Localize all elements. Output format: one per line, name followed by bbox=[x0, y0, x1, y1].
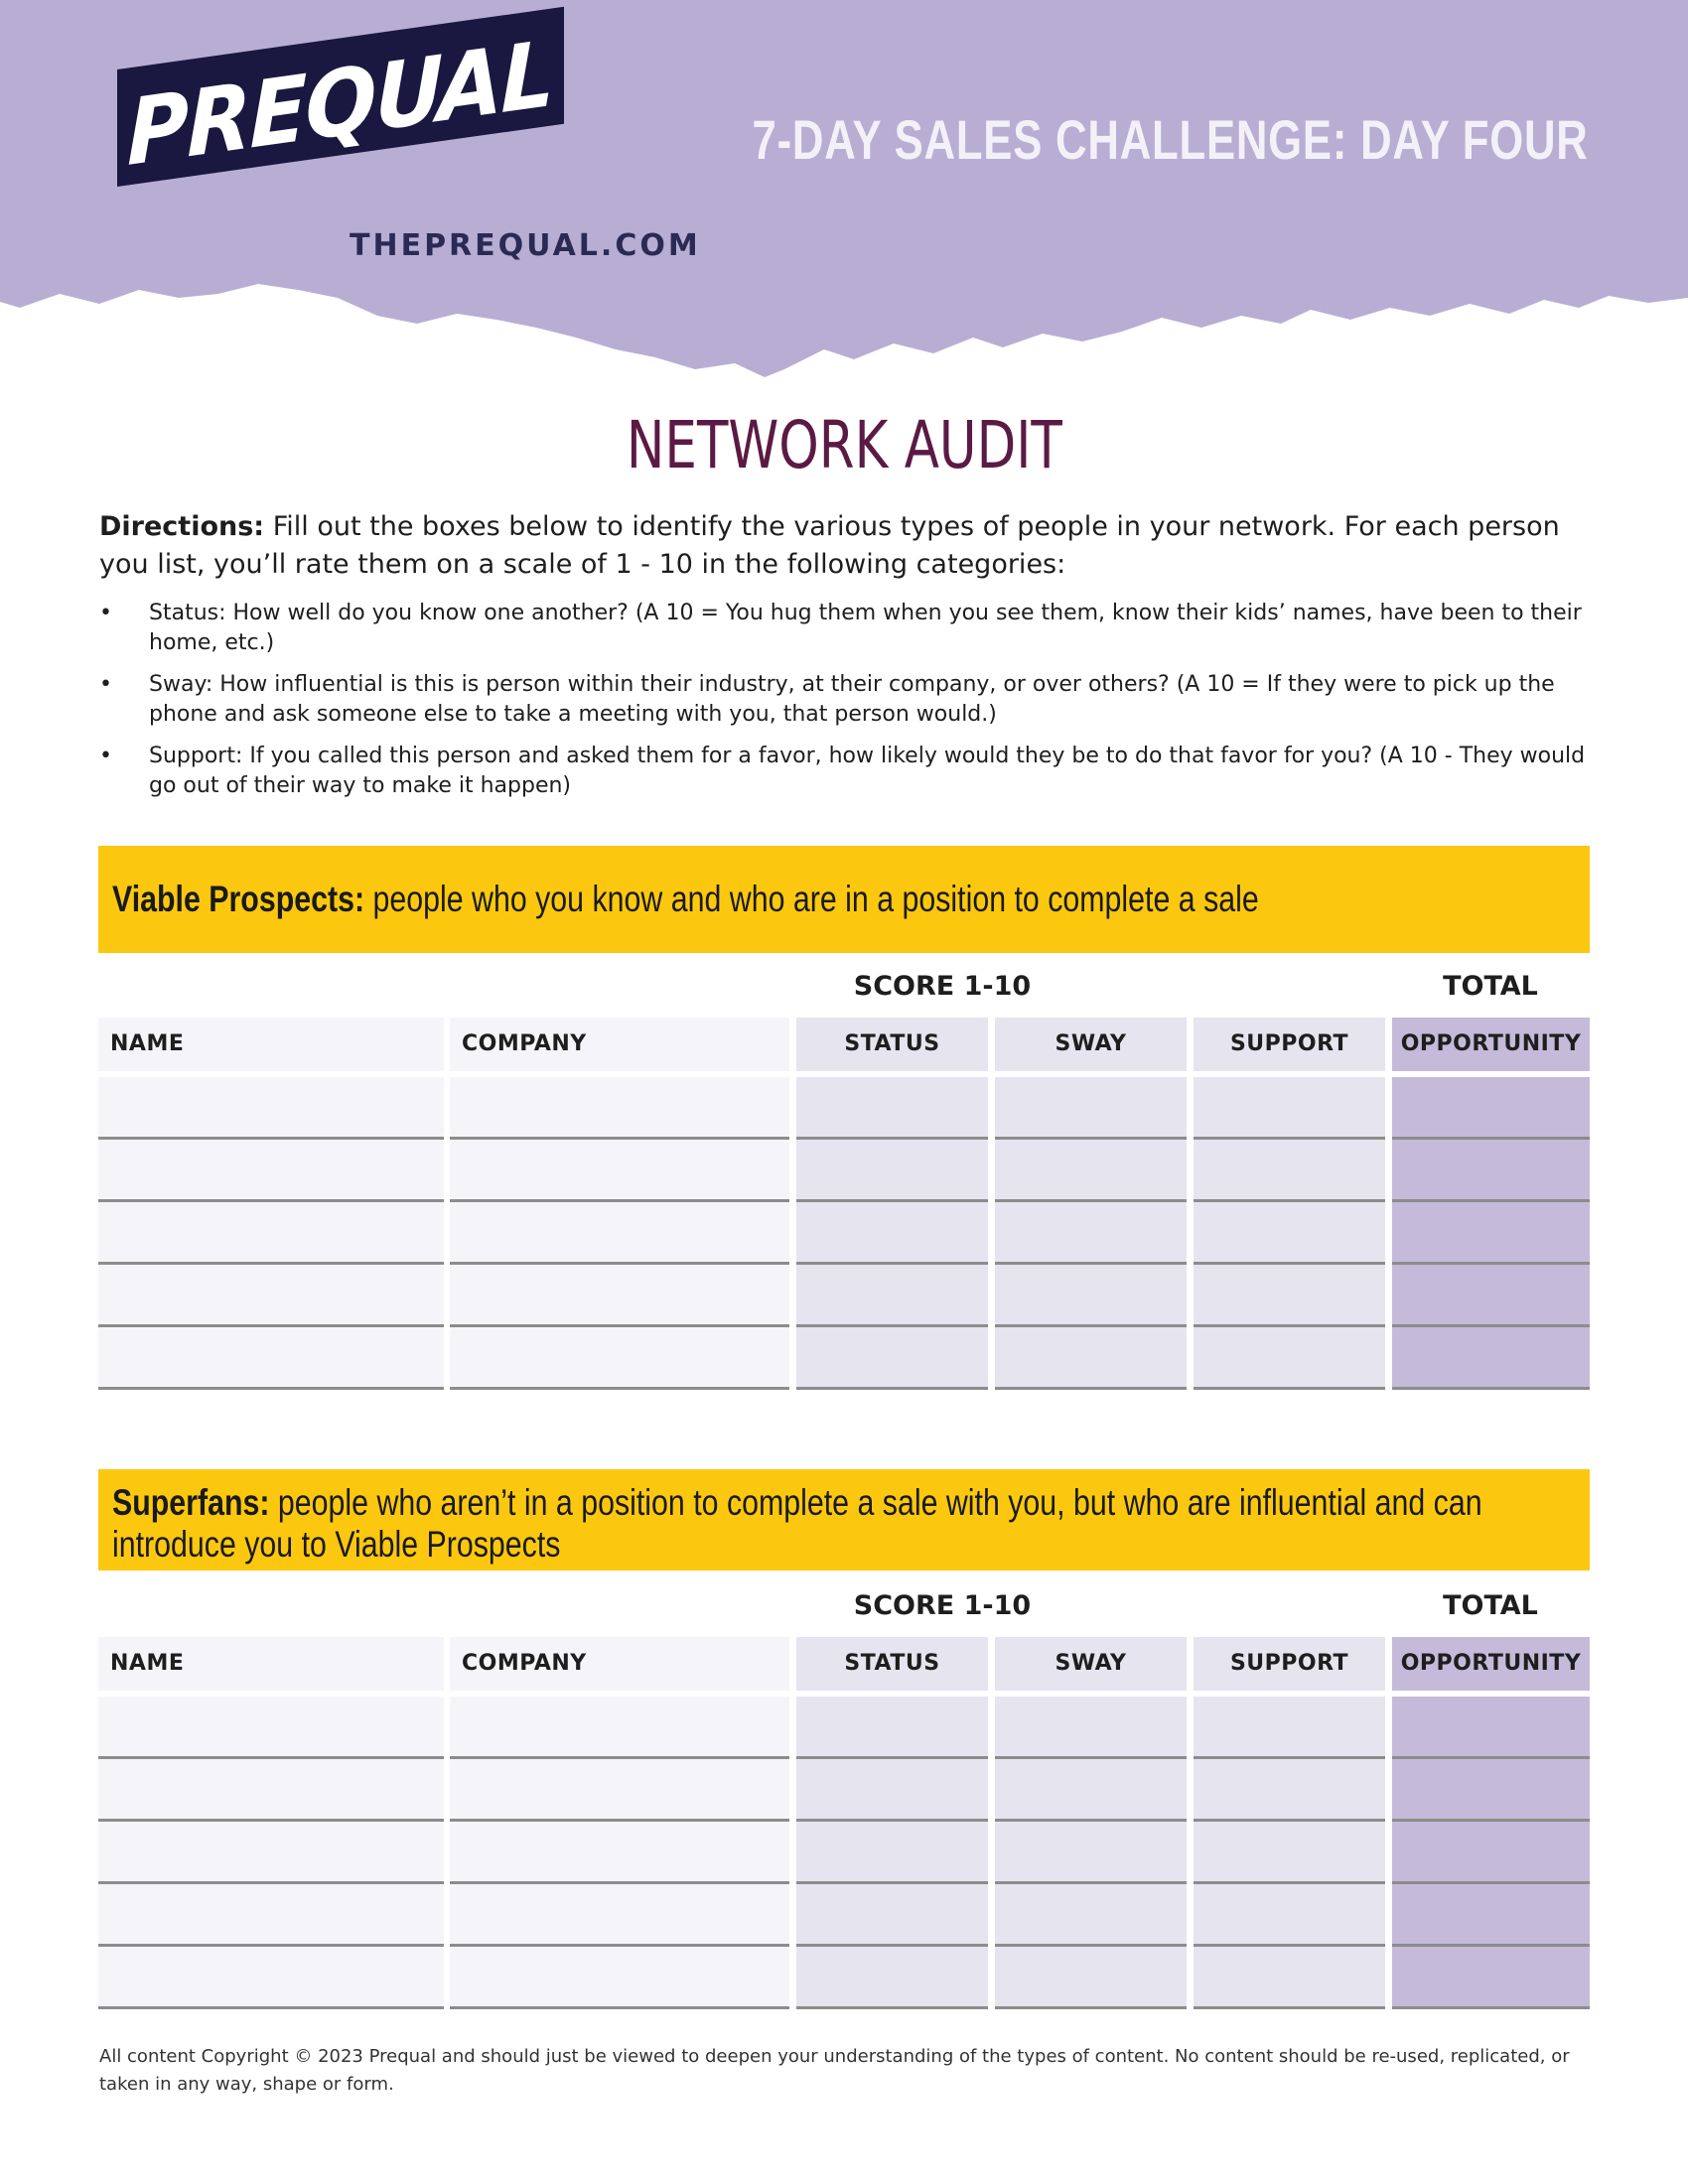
company-cell[interactable] bbox=[450, 1202, 789, 1265]
status-cell[interactable] bbox=[796, 1759, 988, 1822]
name-cell[interactable] bbox=[98, 1202, 444, 1265]
bullet-status: • Status: How well do you know one another? (A 10 = You hug them when you see them, know their kids’ names, have been to their home, etc.) bbox=[99, 599, 1589, 658]
col-header-sway: SWAY bbox=[995, 1637, 1187, 1691]
superfans-table bbox=[98, 1582, 1590, 2019]
page-title-text: NETWORK AUDIT bbox=[626, 407, 1062, 483]
viable-prospects-table bbox=[98, 963, 1590, 1400]
viable-prospects-banner bbox=[98, 846, 1590, 953]
directions-lead: Directions: bbox=[99, 511, 265, 542]
name-cell[interactable] bbox=[98, 1947, 444, 2009]
opportunity-cell[interactable] bbox=[1392, 1327, 1590, 1390]
support-cell[interactable] bbox=[1194, 1822, 1385, 1884]
name-cell[interactable] bbox=[98, 1077, 444, 1140]
superfans-banner bbox=[98, 1469, 1590, 1570]
opportunity-cell[interactable] bbox=[1392, 1697, 1590, 1759]
total-label: TOTAL bbox=[1443, 971, 1538, 1002]
sway-cell[interactable] bbox=[995, 1077, 1187, 1140]
status-cell[interactable] bbox=[796, 1822, 988, 1884]
support-cell[interactable] bbox=[1194, 1265, 1385, 1327]
name-cell[interactable] bbox=[98, 1265, 444, 1327]
score-label: SCORE 1-10 bbox=[853, 1590, 1032, 1621]
sway-cell[interactable] bbox=[995, 1822, 1187, 1884]
col-header-name: NAME bbox=[98, 1018, 444, 1071]
total-label: TOTAL bbox=[1443, 1590, 1538, 1621]
company-cell[interactable] bbox=[450, 1759, 789, 1822]
bullet-sway: • Sway: How influential is this is person within their industry, at their company, or over others? (A 10 = If they were to pick up the phone and ask someone else to take a meeting with you, that person would.) bbox=[99, 670, 1589, 730]
col-header-support: SUPPORT bbox=[1194, 1018, 1385, 1071]
banner-lead: Viable Prospects: bbox=[112, 879, 365, 919]
support-cell[interactable] bbox=[1194, 1202, 1385, 1265]
support-cell[interactable] bbox=[1194, 1697, 1385, 1759]
status-cell[interactable] bbox=[796, 1947, 988, 2009]
opportunity-cell[interactable] bbox=[1392, 1265, 1590, 1327]
name-cell[interactable] bbox=[98, 1327, 444, 1390]
name-cell[interactable] bbox=[98, 1140, 444, 1202]
category-list bbox=[99, 599, 1589, 813]
opportunity-cell[interactable] bbox=[1392, 1884, 1590, 1947]
col-header-opportunity: OPPORTUNITY bbox=[1392, 1018, 1590, 1071]
page-title bbox=[0, 407, 1688, 483]
support-cell[interactable] bbox=[1194, 1140, 1385, 1202]
support-cell[interactable] bbox=[1194, 1077, 1385, 1140]
sway-cell[interactable] bbox=[995, 1697, 1187, 1759]
company-cell[interactable] bbox=[450, 1697, 789, 1759]
col-header-status: STATUS bbox=[796, 1018, 988, 1071]
support-cell[interactable] bbox=[1194, 1947, 1385, 2009]
status-cell[interactable] bbox=[796, 1327, 988, 1390]
logo-text: PREQUAL bbox=[127, 20, 553, 187]
sway-cell[interactable] bbox=[995, 1947, 1187, 2009]
col-header-name: NAME bbox=[98, 1637, 444, 1691]
status-cell[interactable] bbox=[796, 1884, 988, 1947]
col-header-sway: SWAY bbox=[995, 1018, 1187, 1071]
bullet-support: • Support: If you called this person and asked them for a favor, how likely would they be to do that favor for you? (A 10 - They would go out of their way to make it happen) bbox=[99, 742, 1589, 801]
col-header-company: COMPANY bbox=[450, 1637, 789, 1691]
opportunity-cell[interactable] bbox=[1392, 1202, 1590, 1265]
challenge-title: 7-DAY SALES CHALLENGE: DAY FOUR bbox=[752, 108, 1589, 171]
status-cell[interactable] bbox=[796, 1265, 988, 1327]
status-cell[interactable] bbox=[796, 1140, 988, 1202]
company-cell[interactable] bbox=[450, 1947, 789, 2009]
sway-cell[interactable] bbox=[995, 1140, 1187, 1202]
copyright-footer: All content Copyright © 2023 Prequal and should just be viewed to deepen your understanding of the types of content. No content should be re-used, replicated, or taken in any way, shape or form. bbox=[99, 2046, 1570, 2095]
sway-cell[interactable] bbox=[995, 1759, 1187, 1822]
sway-cell[interactable] bbox=[995, 1884, 1187, 1947]
opportunity-cell[interactable] bbox=[1392, 1140, 1590, 1202]
col-header-company: COMPANY bbox=[450, 1018, 789, 1071]
opportunity-cell[interactable] bbox=[1392, 1947, 1590, 2009]
company-cell[interactable] bbox=[450, 1884, 789, 1947]
support-cell[interactable] bbox=[1194, 1884, 1385, 1947]
col-header-opportunity: OPPORTUNITY bbox=[1392, 1637, 1590, 1691]
company-cell[interactable] bbox=[450, 1822, 789, 1884]
opportunity-cell[interactable] bbox=[1392, 1759, 1590, 1822]
status-cell[interactable] bbox=[796, 1202, 988, 1265]
name-cell[interactable] bbox=[98, 1759, 444, 1822]
col-header-status: STATUS bbox=[796, 1637, 988, 1691]
company-cell[interactable] bbox=[450, 1077, 789, 1140]
name-cell[interactable] bbox=[98, 1697, 444, 1759]
company-cell[interactable] bbox=[450, 1327, 789, 1390]
sway-cell[interactable] bbox=[995, 1202, 1187, 1265]
banner-text: people who aren’t in a position to complete a sale with you, but who are influential and can introduce you to Viable Prospects bbox=[112, 1482, 1482, 1565]
site-url[interactable]: THEPREQUAL.COM bbox=[350, 228, 701, 263]
support-cell[interactable] bbox=[1194, 1759, 1385, 1822]
status-cell[interactable] bbox=[796, 1697, 988, 1759]
sway-cell[interactable] bbox=[995, 1327, 1187, 1390]
status-cell[interactable] bbox=[796, 1077, 988, 1140]
score-label: SCORE 1-10 bbox=[853, 971, 1032, 1002]
name-cell[interactable] bbox=[98, 1822, 444, 1884]
col-header-support: SUPPORT bbox=[1194, 1637, 1385, 1691]
sway-cell[interactable] bbox=[995, 1265, 1187, 1327]
opportunity-cell[interactable] bbox=[1392, 1822, 1590, 1884]
banner-text: people who you know and who are in a position to complete a sale bbox=[364, 879, 1259, 919]
directions-text: Fill out the boxes below to identify the various types of people in your network. For each person you list, you’ll rate them on a scale of 1 - 10 in the following categories: bbox=[99, 511, 1560, 580]
support-cell[interactable] bbox=[1194, 1327, 1385, 1390]
company-cell[interactable] bbox=[450, 1265, 789, 1327]
company-cell[interactable] bbox=[450, 1140, 789, 1202]
banner-lead: Superfans: bbox=[112, 1482, 270, 1523]
opportunity-cell[interactable] bbox=[1392, 1077, 1590, 1140]
name-cell[interactable] bbox=[98, 1884, 444, 1947]
directions bbox=[99, 508, 1589, 584]
